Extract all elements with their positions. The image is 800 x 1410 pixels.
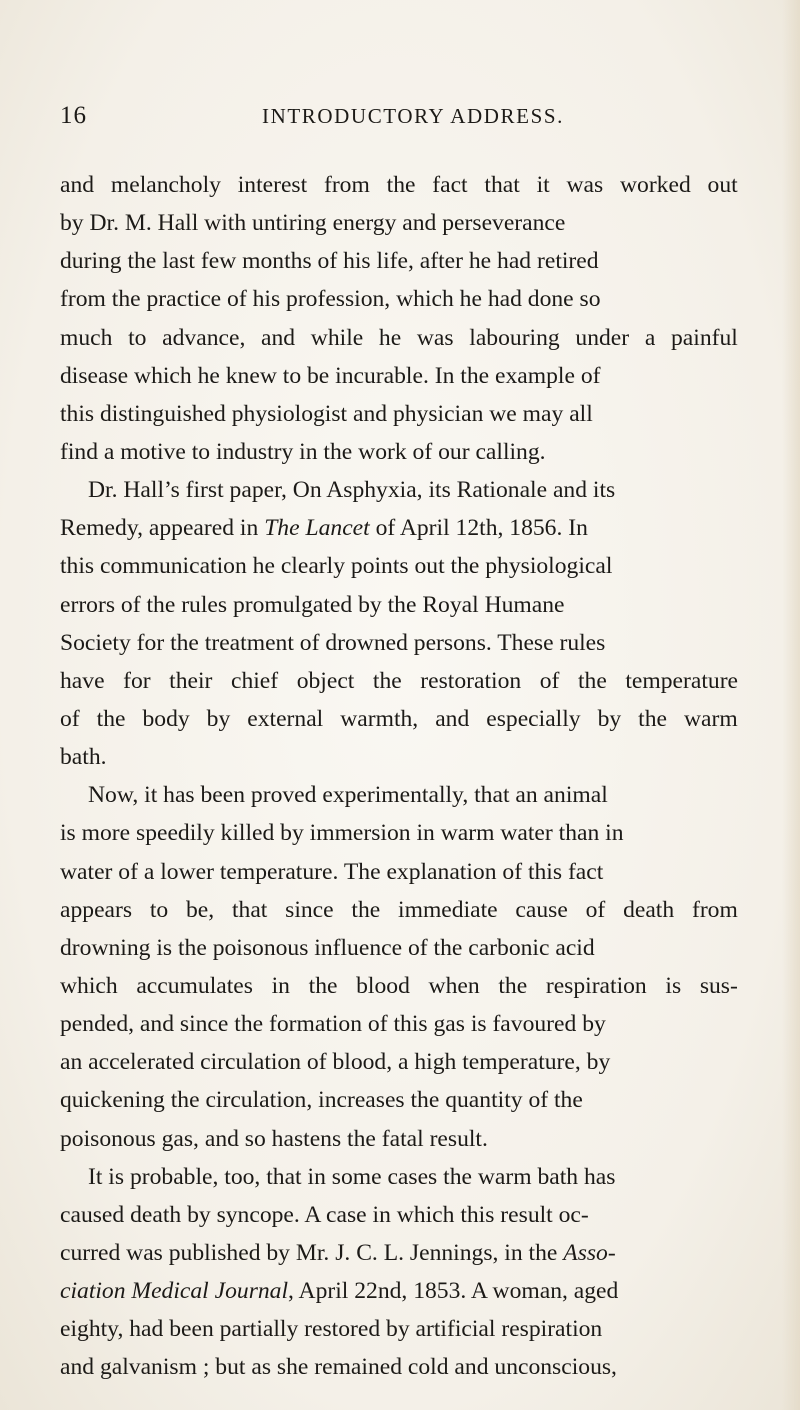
text-segment: Remedy, appeared in	[60, 515, 265, 542]
text-line: this communication he clearly points out the physiological	[60, 553, 613, 580]
running-title: INTRODUCTORY ADDRESS.	[262, 104, 564, 128]
journal-title-association-rest: ciation Medical Journal	[60, 1278, 289, 1305]
journal-title-association-part: Asso-	[563, 1239, 616, 1266]
paragraph-start-line: It is probable, too, that in some cases the warm bath has	[88, 1163, 616, 1190]
text-line: and galvanism ; but as she remained cold and unconscious,	[60, 1354, 617, 1381]
text-line: much to advance, and while he was labouring under a painful	[60, 324, 738, 351]
running-head	[60, 102, 720, 136]
text-line	[60, 509, 738, 547]
text-line: from the practice of his profession, which he had done so	[60, 286, 601, 313]
text-segment: curred was published by Mr. J. C. L. Jennings, in the	[60, 1239, 564, 1266]
text-segment: of April 12th, 1856. In	[369, 515, 588, 542]
text-line: an accelerated circulation of blood, a high temperature, by	[60, 1049, 611, 1076]
text-line: errors of the rules promulgated by the Royal Humane	[60, 591, 565, 618]
text-line: water of a lower temperature. The explanation of this fact	[60, 858, 604, 885]
text-line: Society for the treatment of drowned persons. These rules	[60, 629, 606, 656]
text-line: which accumulates in the blood when the respiration is sus-	[60, 972, 738, 999]
text-line: eighty, had been partially restored by artificial respiration	[60, 1316, 603, 1343]
text-line: and melancholy interest from the fact that it was worked out	[60, 172, 738, 198]
text-line: quickening the circulation, increases the quantity of the	[60, 1087, 583, 1114]
paragraph-start-line: Dr. Hall’s first paper, On Asphyxia, its Rationale and its	[88, 477, 616, 504]
page-edge-shadow	[782, 0, 800, 1410]
text-line: appears to be, that since the immediate cause of death from	[60, 896, 738, 923]
text-line: is more speedily killed by immersion in warm water than in	[60, 820, 624, 847]
text-line: disease which he knew to be incurable. In the example of	[60, 362, 601, 389]
text-line: pended, and since the formation of this gas is favoured by	[60, 1011, 606, 1038]
text-segment: , April 22nd, 1853. A woman, aged	[288, 1278, 619, 1305]
text-line: find a motive to industry in the work of our calling.	[60, 438, 546, 465]
text-line	[60, 1272, 738, 1310]
text-line	[60, 1234, 738, 1272]
paragraph-start-line: Now, it has been proved experimentally, that an animal	[88, 782, 608, 809]
journal-title-lancet: The Lancet	[264, 515, 370, 542]
body-text	[60, 166, 738, 1387]
page-number: 16	[60, 102, 87, 129]
text-line: this distinguished physiologist and physician we may all	[60, 400, 593, 427]
text-line: by Dr. M. Hall with untiring energy and perseverance	[60, 210, 566, 237]
text-line: during the last few months of his life, after he had retired	[60, 248, 599, 275]
text-line: of the body by external warmth, and especially by the warm	[60, 705, 738, 732]
text-line: drowning is the poisonous influence of the carbonic acid	[60, 934, 595, 961]
text-line: caused death by syncope. A case in which this result oc-	[60, 1201, 589, 1228]
text-line: have for their chief object the restoration of the temperature	[60, 667, 739, 694]
text-line: poisonous gas, and so hastens the fatal result.	[60, 1125, 488, 1152]
text-line: bath.	[60, 744, 107, 771]
